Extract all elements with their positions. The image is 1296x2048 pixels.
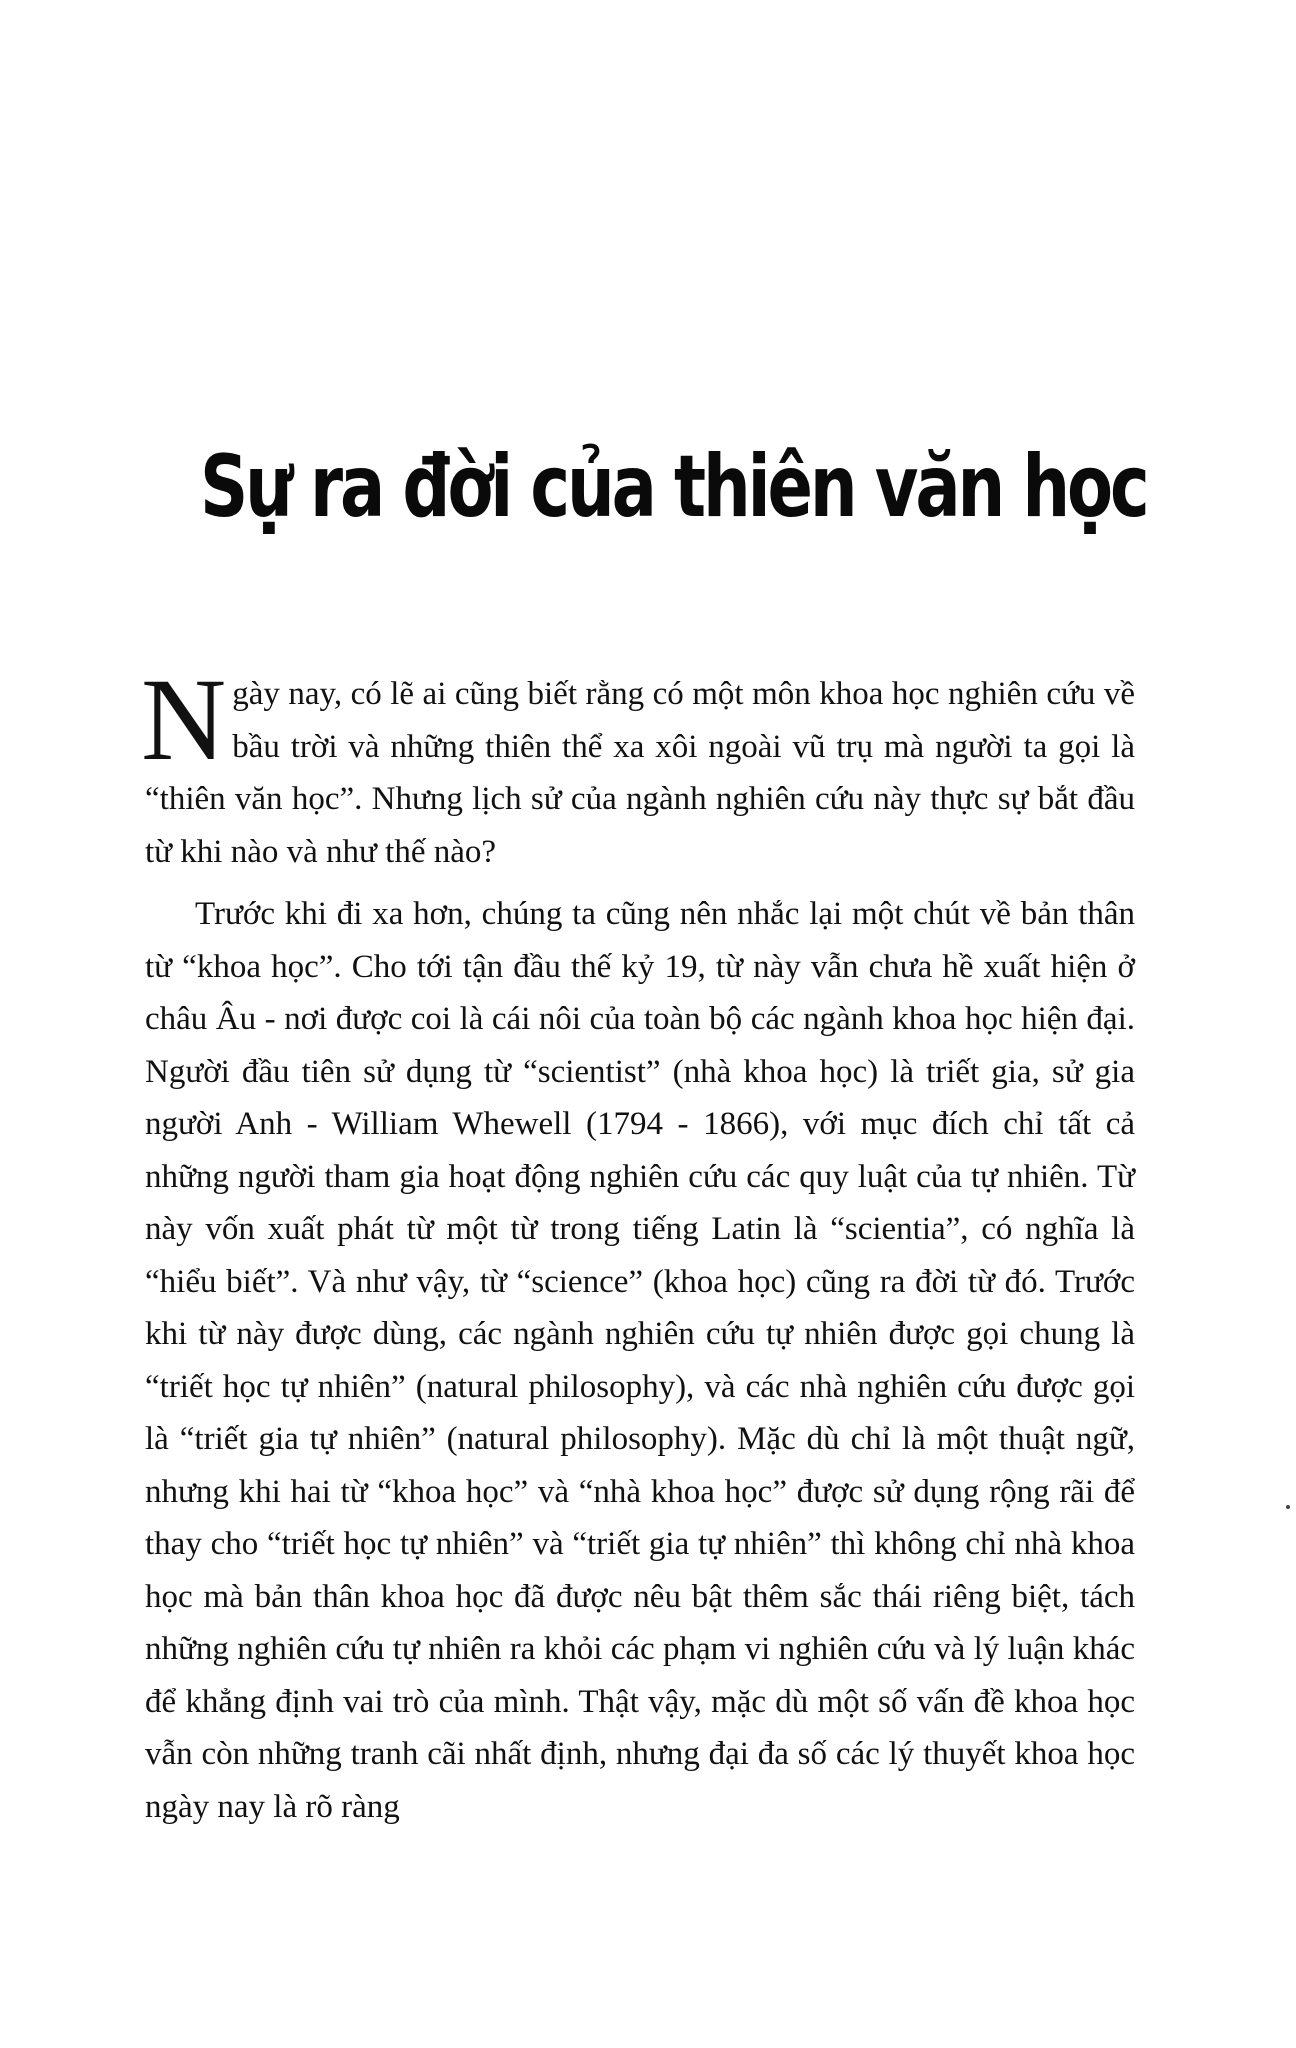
scan-speck (1286, 1505, 1290, 1509)
body-text (141, 654, 1135, 1833)
paragraph-2: Trước khi đi xa hơn, chúng ta cũng nên nhắc lại một chút về bản thân từ “khoa học”. Cho tới tận đầu thế kỷ 19, từ này vẫn chưa hề xuất hiện ở châu Âu - nơi được coi là cái nôi của toàn bộ các ngành khoa học hiện đại. Người đầu tiên sử dụng từ “scientist” (nhà khoa học) là triết gia, sử gia người Anh - William Whewell (1794 - 1866), với mục đích chỉ tất cả những người tham gia hoạt động nghiên cứu các quy luật của tự nhiên. Từ này vốn xuất phát từ một từ trong tiếng Latin là “scientia”, có nghĩa là “hiểu biết”. Và như vậy, từ “science” (khoa học) cũng ra đời từ đó. Trước khi từ này được dùng, các ngành nghiên cứu tự nhiên được gọi chung là “triết học tự nhiên” (natural philosophy), và các nhà nghiên cứu được gọi là “triết gia tự nhiên” (natural philosophy). Mặc dù chỉ là một thuật ngữ, nhưng khi hai từ “khoa học” và “nhà khoa học” được sử dụng rộng rãi để thay cho “triết học tự nhiên” và “triết gia tự nhiên” thì không chỉ nhà khoa học mà bản thân khoa học đã được nêu bật thêm sắc thái riêng biệt, tách những nghiên cứu tự nhiên ra khỏi các phạm vi nghiên cứu và lý luận khác để khẳng định vai trò của mình. Thật vậy, mặc dù một số vấn đề khoa học vẫn còn những tranh cãi nhất định, nhưng đại đa số các lý thuyết khoa học ngày nay là rõ ràng (145, 896, 1135, 1825)
chapter-title: Sự ra đời của thiên văn học (200, 437, 1147, 537)
paragraph-1 (141, 654, 1135, 878)
drop-cap: N (141, 654, 227, 785)
paragraph-1-text: gày nay, có lẽ ai cũng biết rằng có một môn khoa học nghiên cứu về bầu trời và những thiên thể xa xôi ngoài vũ trụ mà người ta gọi là “thiên văn học”. Nhưng lịch sử của ngành nghiên cứu này thực sự bắt đầu từ khi nào và như thế nào? (145, 676, 1135, 870)
